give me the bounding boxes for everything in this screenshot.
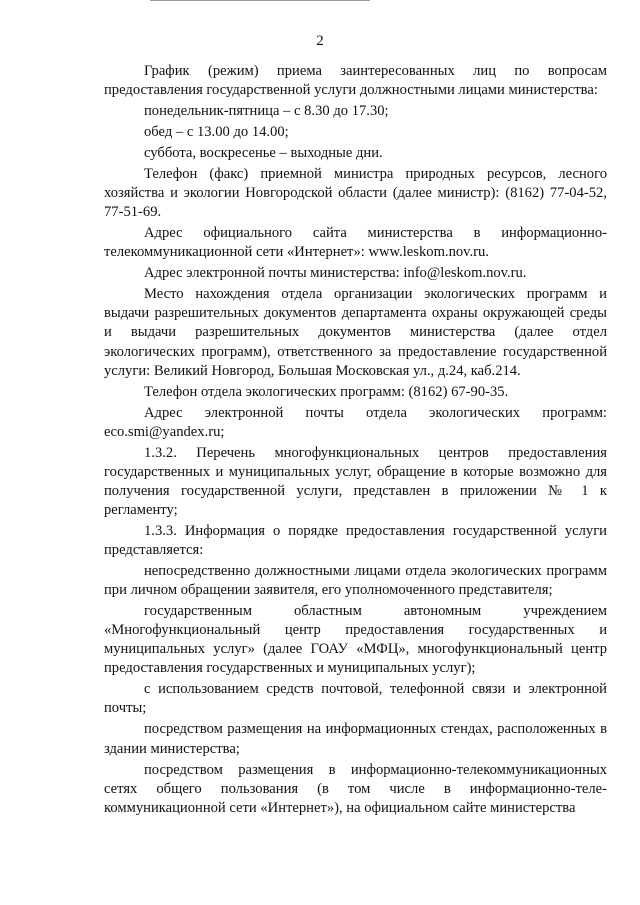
reception-schedule-paragraph: График (режим) приема заинтересованных лиц по вопросам предоставления государственной услуги должностными лицами министерства:	[104, 63, 607, 99]
weekday-hours-line: понедельник-пятница – с 8.30 до 17.30;	[144, 103, 389, 120]
info-stands-paragraph: посредством размещения на информационных стендах, расположенных в здании министерства;	[104, 721, 607, 757]
department-phone-paragraph: Телефон отдела экологических программ: (8162) 67-90-35.	[144, 383, 509, 400]
ministry-website-paragraph: Адрес официального сайта министерства в информационно-телекоммуникационной сети «Интернет»: www.leskom.nov.ru.	[104, 225, 607, 261]
in-person-info-paragraph: непосредственно должностными лицами отдела экологических программ при личном обращении заявителя, его уполномоченного представителя;	[104, 563, 607, 599]
ministry-email-paragraph: Адрес электронной почты министерства: info@leskom.nov.ru.	[144, 265, 527, 282]
minister-phone-paragraph: Телефон (факс) приемной министра природных ресурсов, лесного хозяйства и экологии Новгородской области (далее министр): (8162) 77-04-52, 77-51-69.	[104, 166, 607, 221]
department-email-paragraph: Адрес электронной почты отдела экологических программ: eco.smi@yandex.ru;	[104, 404, 607, 440]
page-number: 2	[316, 33, 324, 49]
mfc-info-paragraph: государственным областным автономным учреждением «Многофункциональный центр предоставления государственных и муниципальных услуг» (далее ГОАУ «МФЦ», многофункциональный центр предоставления государственных и муниципальных услуг);	[104, 603, 607, 677]
header-rule	[150, 0, 370, 1]
mail-phone-email-paragraph: с использованием средств почтовой, телефонной связи и электронной почты;	[104, 681, 607, 717]
lunch-break-line: обед – с 13.00 до 14.00;	[144, 124, 289, 141]
department-location-paragraph: Место нахождения отдела организации экологических программ и выдачи разрешительных документов департамента охраны окружающей среды и выдачи разрешительных документов министерства (далее отдел экологических программ), ответственного за предоставление государственной услуги: Великий Новгород, Большая Московская ул., д.24, каб.214.	[104, 286, 607, 379]
section-1-3-2-paragraph: 1.3.2. Перечень многофункциональных центров предоставления государственных и муниципальных услуг, обращение в которые возможно для получения государственной услуги, представлен в приложении № 1 к регламенту;	[104, 444, 607, 518]
weekend-line: суббота, воскресенье – выходные дни.	[144, 145, 383, 162]
internet-info-paragraph: посредством размещения в информационно-телекоммуникационных сетях общего пользования (в том числе в информационно-теле-коммуникационной сети «Интернет»), на официальном сайте министерства	[104, 761, 607, 816]
section-1-3-3-paragraph: 1.3.3. Информация о порядке предоставления государственной услуги представляется:	[104, 522, 607, 559]
document-body	[104, 62, 607, 820]
